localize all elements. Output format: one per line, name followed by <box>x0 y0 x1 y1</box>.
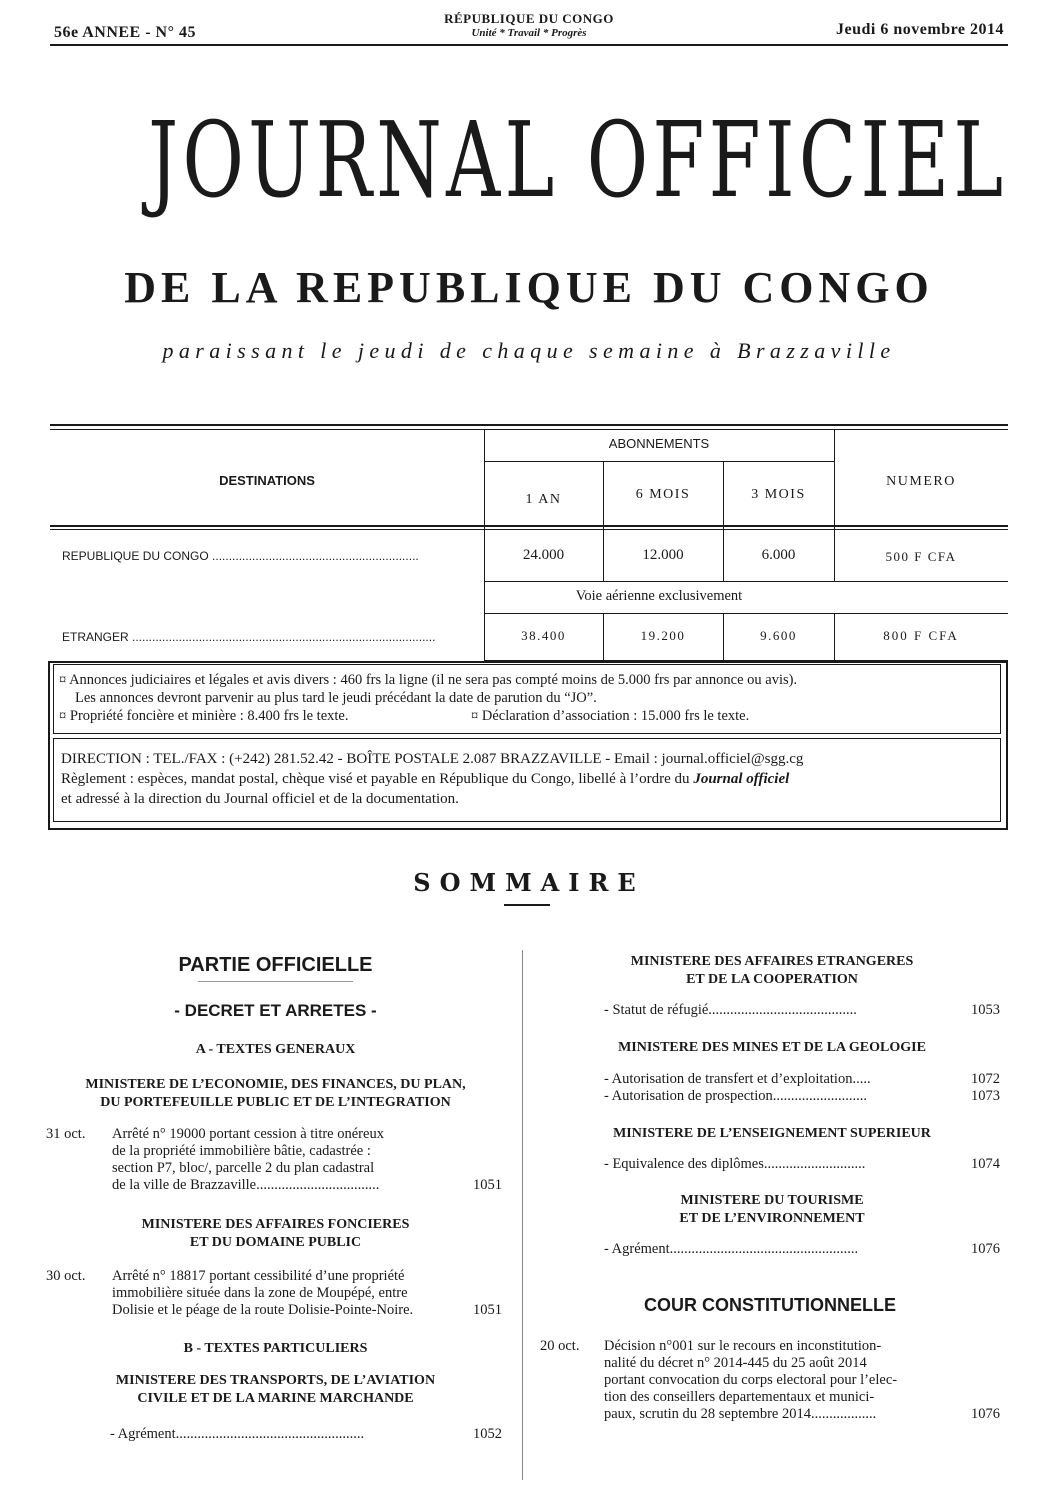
national-motto: Unité * Travail * Progrès <box>471 27 587 39</box>
cour-entry-line-5 <box>604 1406 1000 1423</box>
air-note: Voie aérienne exclusivement <box>575 588 743 604</box>
right-entry-3-page[interactable]: 1073 <box>971 1088 1000 1104</box>
row-congo-label: REPUBLIQUE DU CONGO .............................................................. <box>62 549 419 563</box>
partie-officielle-heading: PARTIE OFFICIELLE <box>178 954 373 976</box>
direction-text <box>61 749 993 809</box>
annonces-line-3 <box>59 707 999 725</box>
issue-date: Jeudi 6 novembre 2014 <box>836 21 1004 38</box>
ministry-affaires-line-1: MINISTERE DES AFFAIRES ETRANGERES <box>630 954 914 969</box>
entry-2-line-2: immobilière située dans la zone de Moupépé, entre <box>112 1285 408 1301</box>
ministry-tourisme <box>542 1192 1002 1228</box>
right-entry-4-page[interactable]: 1074 <box>971 1156 1000 1172</box>
journal-tagline: paraissant le jeudi de chaque semaine à Brazzaville <box>162 338 896 363</box>
cour-entry-page[interactable]: 1076 <box>971 1406 1000 1422</box>
row-etranger-label: ETRANGER ........................................................................................... <box>62 630 436 644</box>
cour-entry-line-1: Décision n°001 sur le recours en inconstitution- <box>604 1338 882 1354</box>
numero-header: NUMERO <box>886 474 956 489</box>
table-rule-top-thin <box>50 429 1008 430</box>
annonces-association: ¤ Déclaration d’association : 15.000 frs le texte. <box>471 708 750 724</box>
col-1an: 1 AN <box>525 492 562 507</box>
entry-1-page[interactable]: 1051 <box>473 1177 502 1193</box>
ministry-economie-line-2: DU PORTEFEUILLE PUBLIC ET DE L’INTEGRATION <box>100 1095 451 1110</box>
direction-line-2 <box>61 769 993 789</box>
right-entries-mines <box>604 1071 1000 1105</box>
right-entry-1 <box>604 1002 1000 1019</box>
entry-1-line-3: section P7, bloc/, parcelle 2 du plan cadastral <box>112 1160 375 1176</box>
right-entry-5-page[interactable]: 1076 <box>971 1241 1000 1257</box>
republic-name: RÉPUBLIQUE DU CONGO <box>444 11 614 26</box>
row-congo-3mois: 6.000 <box>761 547 796 563</box>
row-congo-6mois: 12.000 <box>642 547 684 563</box>
entry-2 <box>112 1268 502 1319</box>
table-rule-top <box>50 424 1008 426</box>
right-entry-2-line <box>604 1071 1000 1088</box>
entry-2-page[interactable]: 1051 <box>473 1302 502 1318</box>
ministry-mines: MINISTERE DES MINES ET DE LA GEOLOGIE <box>618 1040 926 1055</box>
header-rule <box>50 44 1008 46</box>
ministry-transports <box>48 1372 503 1408</box>
entry-1-line-2: de la propriété immobilière bâtie, cadastrée : <box>112 1143 371 1159</box>
right-entry-2-label: - Autorisation de transfert et d’exploitation..... <box>604 1071 871 1087</box>
col-6mois: 6 MOIS <box>635 487 691 502</box>
textes-generaux-heading: A - TEXTES GENERAUX <box>195 1042 356 1057</box>
sommaire-title: SOMMAIRE <box>413 868 645 897</box>
ministry-economie-line-1: MINISTERE DE L’ECONOMIE, DES FINANCES, DU PLAN, <box>85 1077 466 1092</box>
entry-2-line-1: Arrêté n° 18817 portant cessibilité d’une propriété <box>112 1268 405 1284</box>
ministry-transports-line-2: CIVILE ET DE LA MARINE MARCHANDE <box>137 1391 414 1406</box>
ministry-affaires-line-2: ET DE LA COOPERATION <box>686 972 858 987</box>
entry-1-line-4 <box>112 1177 502 1194</box>
annonces-fonciere: ¤ Propriété foncière et minière : 8.400 frs le texte. <box>59 708 349 724</box>
ministry-tourisme-line-2: ET DE L’ENVIRONNEMENT <box>679 1211 865 1226</box>
table-rule-header-bottom <box>50 525 1008 527</box>
right-entry-5 <box>604 1241 1000 1258</box>
entry-1 <box>112 1126 502 1194</box>
ministry-affaires-etrangeres <box>542 953 1002 989</box>
journal-title: JOURNAL OFFICIEL <box>148 99 1008 221</box>
journal-subtitle: DE LA REPUBLIQUE DU CONGO <box>124 263 934 312</box>
right-entry-3-line <box>604 1088 1000 1105</box>
table-rule-header-bottom-thin <box>50 529 1008 530</box>
row-etranger-1an: 38.400 <box>521 628 566 643</box>
col-3mois: 3 MOIS <box>751 487 806 502</box>
annonces-text <box>59 671 999 725</box>
cour-entry <box>604 1338 1000 1423</box>
entry-3-line <box>110 1426 502 1443</box>
entry-2-date: 30 oct. <box>46 1268 86 1284</box>
right-entry-1-page[interactable]: 1053 <box>971 1002 1000 1018</box>
right-entry-4 <box>604 1156 1000 1173</box>
annonces-line-2: Les annonces devront parvenir au plus tard le jeudi précédant la date de parution du “JO”. <box>75 690 597 706</box>
entry-1-line-4-text: de la ville de Brazzaville.................................. <box>112 1177 380 1193</box>
decrets-heading: - DECRET ET ARRETES - <box>174 1001 377 1020</box>
entry-1-line-1: Arrêté n° 19000 portant cession à titre onéreux <box>112 1126 384 1142</box>
cour-entry-line-2: nalité du décret n° 2014-445 du 25 août 2014 <box>604 1355 867 1371</box>
table-rule-abonnements <box>484 461 834 462</box>
ministry-foncieres-line-1: MINISTERE DES AFFAIRES FONCIERES <box>141 1217 410 1232</box>
table-rule-air-bottom <box>484 613 1008 614</box>
cour-entry-line-5-text: paux, scrutin du 28 septembre 2014.................. <box>604 1406 877 1422</box>
textes-particuliers-heading: B - TEXTES PARTICULIERS <box>183 1341 368 1356</box>
ministry-enseignement: MINISTERE DE L’ENSEIGNEMENT SUPERIEUR <box>613 1126 931 1141</box>
entry-2-line-3-text: Dolisie et le péage de la route Dolisie-Pointe-Noire. <box>112 1302 414 1318</box>
entry-1-date: 31 oct. <box>46 1126 86 1142</box>
row-etranger-numero: 800 F CFA <box>883 628 959 643</box>
right-entry-1-line <box>604 1002 1000 1019</box>
journal-officiel-emphasis: Journal officiel <box>693 771 790 787</box>
direction-line-1: DIRECTION : TEL./FAX : (+242) 281.52.42 - BOÎTE POSTALE 2.087 BRAZZAVILLE - Email : journal.officiel@sgg.cg <box>61 751 804 767</box>
right-entry-5-line <box>604 1241 1000 1258</box>
cour-entry-date: 20 oct. <box>540 1338 580 1354</box>
issue-number: 56e ANNEE - N° 45 <box>54 24 197 41</box>
right-entry-3-label: - Autorisation de prospection.......................... <box>604 1088 867 1104</box>
entry-3-label: - Agrément.................................................... <box>110 1426 365 1442</box>
partie-underline <box>198 981 353 982</box>
cour-constitutionnelle-heading: COUR CONSTITUTIONNELLE <box>644 1295 896 1315</box>
ministry-transports-line-1: MINISTERE DES TRANSPORTS, DE L’AVIATION <box>115 1373 436 1388</box>
table-vline-1 <box>484 429 485 660</box>
entry-2-line-3 <box>112 1302 502 1319</box>
row-etranger-3mois: 9.600 <box>760 628 797 643</box>
direction-line-3: et adressé à la direction du Journal officiel et de la documentation. <box>61 791 459 807</box>
right-entry-1-label: - Statut de réfugié......................................... <box>604 1002 857 1018</box>
row-congo-numero: 500 F CFA <box>885 549 957 564</box>
row-congo-1an: 24.000 <box>522 547 565 563</box>
column-divider <box>522 950 523 1480</box>
ministry-foncieres <box>48 1216 503 1252</box>
right-entry-2-page[interactable]: 1072 <box>971 1071 1000 1087</box>
destinations-header: DESTINATIONS <box>219 473 315 488</box>
right-entry-4-line <box>604 1156 1000 1173</box>
ministry-tourisme-line-1: MINISTERE DU TOURISME <box>680 1193 864 1208</box>
abonnements-header: ABONNEMENTS <box>608 436 710 451</box>
cour-entry-line-3: portant convocation du corps electoral pour l’elec- <box>604 1372 898 1388</box>
right-entry-5-label: - Agrément.................................................... <box>604 1241 859 1257</box>
ministry-foncieres-line-2: ET DU DOMAINE PUBLIC <box>189 1235 362 1250</box>
cour-entry-line-4: tion des conseillers departementaux et munici- <box>604 1389 875 1405</box>
entry-3-page[interactable]: 1052 <box>473 1426 502 1442</box>
sommaire-underline <box>504 904 550 906</box>
ministry-economie <box>48 1076 503 1112</box>
row-etranger-6mois: 19.200 <box>640 628 686 643</box>
table-rule-air-top <box>484 581 1008 582</box>
entry-3 <box>110 1426 502 1443</box>
annonces-line-1: ¤ Annonces judiciaires et légales et avis divers : 460 frs la ligne (il ne sera pas compté moins de 5.000 frs par annonce ou avis). <box>59 672 798 688</box>
right-entry-4-label: - Equivalence des diplômes............................ <box>604 1156 866 1172</box>
reglement-text: Règlement : espèces, mandat postal, chèque visé et payable en République du Congo, libellé à l’ordre du <box>61 771 694 787</box>
